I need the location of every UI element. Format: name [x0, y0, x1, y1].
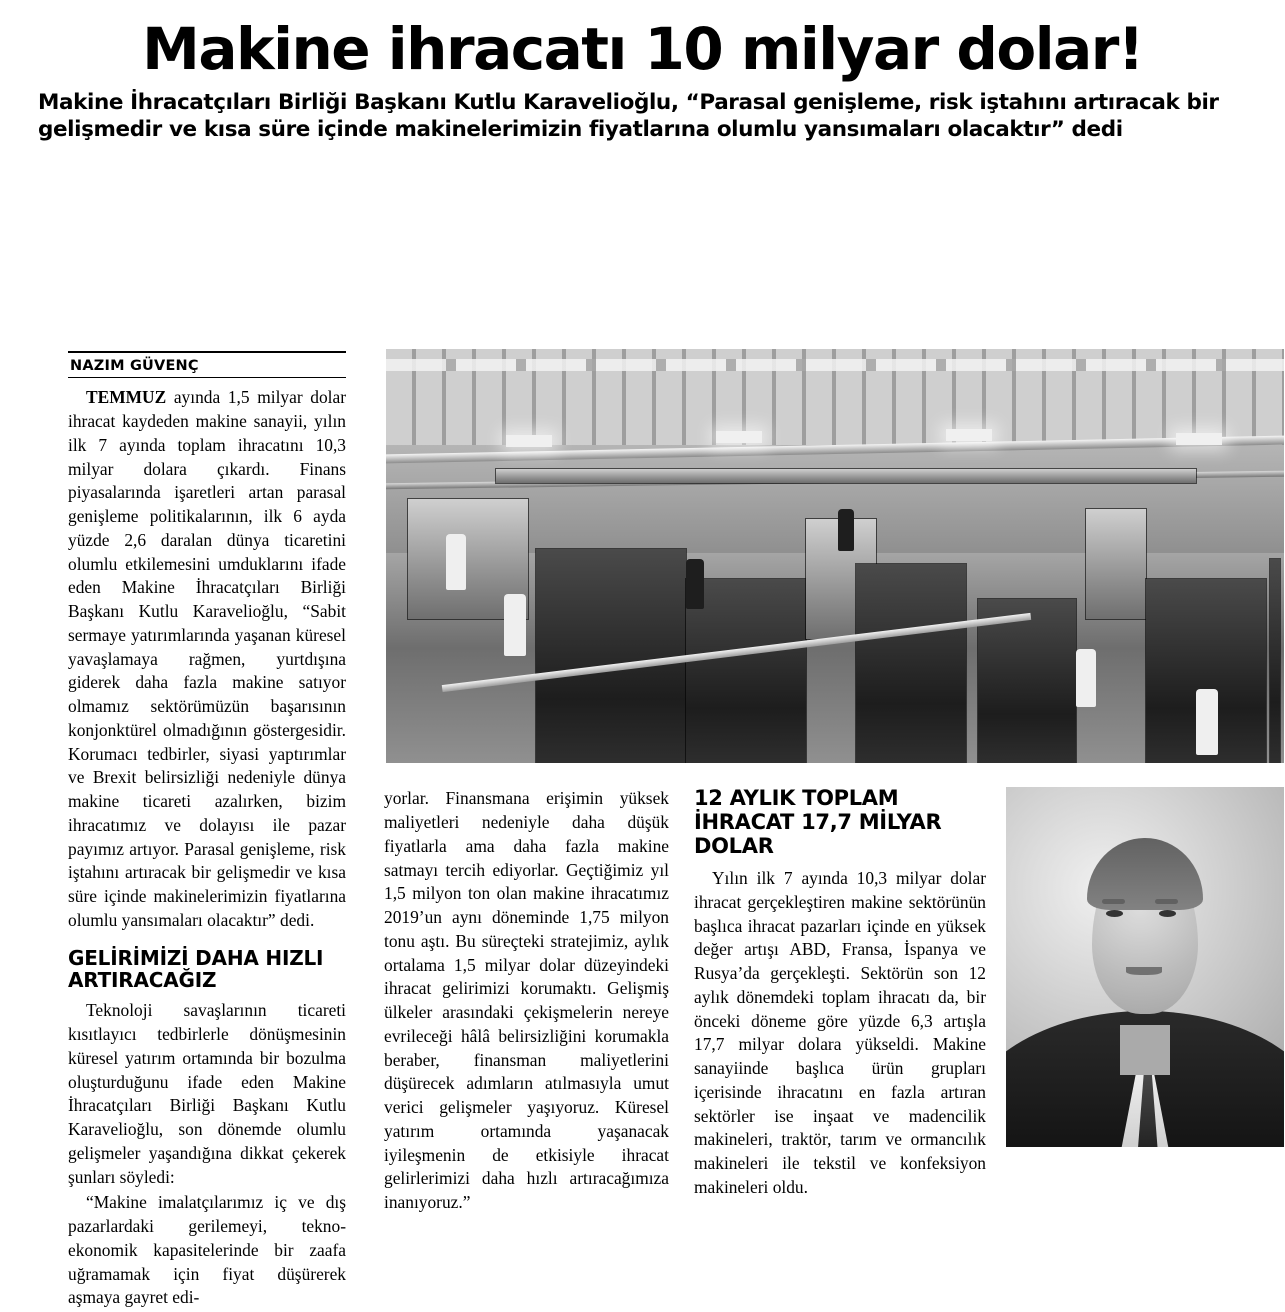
paragraph	[68, 386, 346, 932]
machine-unit	[1086, 509, 1146, 619]
worker-figure	[446, 534, 466, 590]
article-deck: Makine İhracatçıları Birliği Başkanı Kutlu Karavelioğlu, “Parasal genişleme, risk iştahını artıracak bir gelişmedir ve kısa süre içinde makinelerimizin fiyatlarına olumlu yansımaları olacaktır” dedi	[38, 90, 1219, 143]
worker-figure	[686, 559, 704, 609]
machine-unit	[536, 549, 686, 763]
light-fixture	[506, 435, 552, 447]
paragraph: Yılın ilk 7 ayında 10,3 milyar dolar ihracat gerçekleştiren makine sektörünün başlıca ihracat pazarları içinde en yüksek değer artışı ABD, Fransa, İspanya ve Rusya’da gerçekleşti. Sektörün son 12 aylık dönemdeki toplam ihracatı da, bir önceki döneme göre yüzde 6,3 artışla 17,7 milyar dolara yükseldi. Makine sanayiinde başlıca ürün grupları içerisinde ihracatını en fazla artıran sektörler ise inşaat ve madencilik makineleri, traktör, tarım ve ormancılık makineleri ile tekstil ve konfeksiyon makineleri oldu.	[694, 868, 986, 1197]
light-fixture	[1176, 433, 1222, 445]
worker-figure	[504, 594, 526, 656]
factory-photo	[386, 349, 1284, 763]
byline-rule-top	[68, 351, 346, 353]
lead-capital-word: TEMMUZ	[86, 387, 167, 408]
worker-figure	[1196, 689, 1218, 755]
ceiling-structure	[386, 349, 1284, 445]
byline: NAZIM GÜVENÇ	[70, 358, 199, 375]
machine-unit	[686, 579, 806, 763]
portrait-photo	[1006, 787, 1284, 1147]
worker-figure	[838, 509, 854, 551]
paragraph-text: ayında 1,5 milyar dolar ihracat kaydeden makine sanayii, yılın ilk 7 ayında toplam ihracatını 10,3 milyar dolara çıkardı. Finans piyasalarında işaretleri artan parasal genişleme politikalarının, ilk 6 ayda yüzde 2,6 daralan dünya ticaretini olumlu etkilemesini umduklarını ifade eden Makine İhracatçıları Birliği Başkanı Kutlu Karavelioğlu, “Sabit sermaye yatırımlarında yaşanan küresel yavaşlamaya rağmen, yurtdışına giderek daha fazla makine satıyor olmamız sektörümüzün başarısının konjonktürel olmadığının göstergesidir. Korumacı tedbirler, siyasi yaptırımlar ve Brexit belirsizliği nedeniyle dünya makine ticareti azalırken, bizim ihracatımız ve dolayısı ile pazar payımız artıyor. Parasal genişleme, risk iştahını artıracak bir gelişmedir ve kısa süre içinde makinelerimizin fiyatlarına olumlu yansımaları olacaktır” dedi.	[68, 387, 346, 930]
paragraph: yorlar. Finansmana erişimin yüksek maliyetleri nedeniyle daha düşük fiyatlarla ama daha fazla makine satmayı tercih ediyorlar. Geçtiğimiz yıl 1,5 milyon ton olan makine ihracatımız 2019’un aynı döneminde 1,75 milyon tonu aştı. Bu süreçteki stratejimiz, aylık ortalama 1,5 milyar dolar düzeyindeki ihracat gelirimizi korumaktı. Gelişmiş ülkeler arasındaki çekişmelerin nereye evrileceği hâlâ belirsizliğini korumakla beraber, finansman maliyetlerini düşürecek adımların atılmasıyla umut verici gelişmeler yaşıyoruz. Küresel yatırım ortamında yaşanacak iyileşmenin de etkisiyle ihracat gelirlerimizi daha hızlı artıracağımıza inanıyoruz.”	[384, 788, 669, 1213]
paragraph: Teknoloji savaşlarının ticareti kısıtlayıcı tedbirlerle dönüşmesinin küresel yatırım ortamında bir bozulma oluşturduğunu ifade eden Makine İhracatçıları Birliği Başkanı Kutlu Karavelioğlu, son dönemde olumlu gelişmeler yaşandığına dikkat çekerek şunları söyledi:	[68, 1000, 346, 1187]
eye	[1159, 910, 1176, 917]
machine-unit	[856, 564, 966, 763]
byline-rule-bottom	[68, 377, 346, 378]
column-middle	[384, 787, 669, 1217]
light-fixture	[946, 429, 992, 441]
light-fixture	[716, 431, 762, 443]
eye	[1106, 910, 1123, 917]
column-right	[694, 787, 986, 1201]
page-title: Makine ihracatı 10 milyar dolar!	[142, 15, 1143, 83]
paragraph: “Makine imalatçılarımız iç ve dış pazarlardaki gerilemeyi, tekno-ekonomik kapasitelerinde bir zaafa uğramamak için fiyat düşürerek aşmaya gayret edi-	[68, 1192, 346, 1308]
worker-figure	[1076, 649, 1096, 707]
neck	[1120, 1025, 1170, 1075]
machine-unit	[1270, 559, 1280, 763]
overhead-conveyor	[496, 469, 1196, 483]
eyebrow	[1102, 899, 1125, 904]
column-left	[68, 351, 346, 1312]
section-subhead-left: GELİRİMİZİ DAHA HIZLI ARTIRACAĞIZ	[68, 945, 324, 992]
section-subhead-right: 12 AYLIK TOPLAM İHRACAT 17,7 MİLYAR DOLAR	[694, 786, 942, 859]
eyebrow	[1155, 899, 1178, 904]
mouth	[1126, 967, 1162, 975]
